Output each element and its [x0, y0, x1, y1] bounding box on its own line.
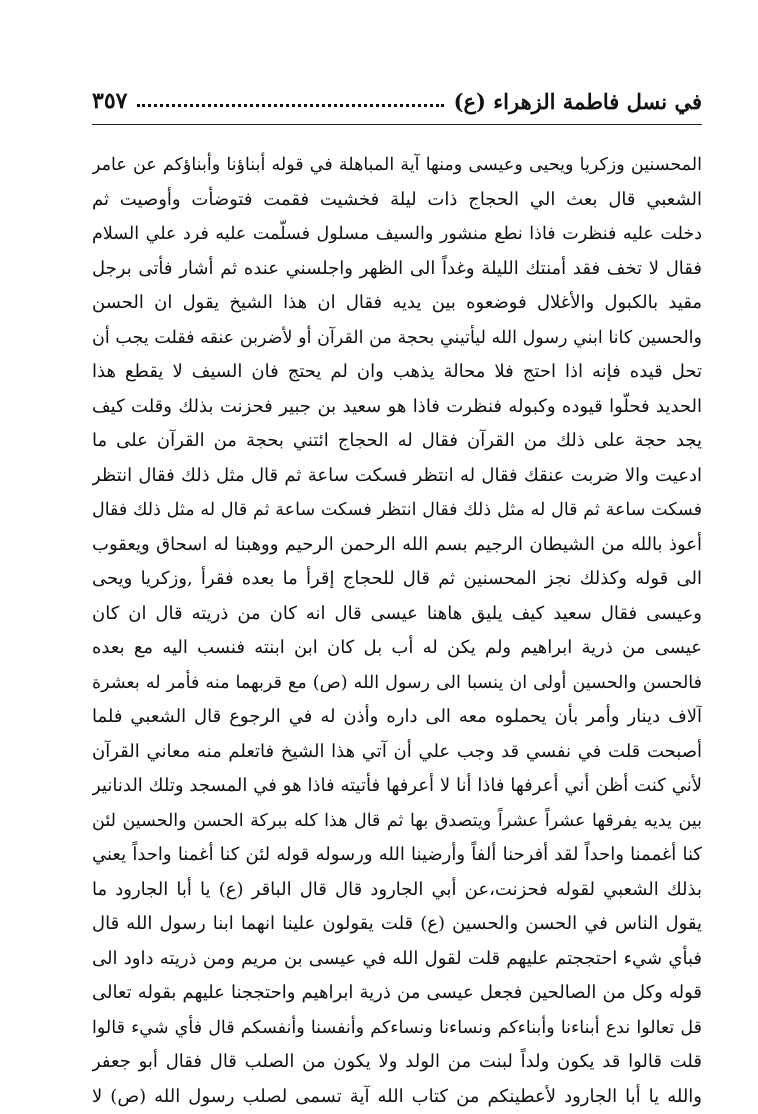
text-line: ادعيت والا ضربت عنقك فقال له انتظر فسكت ساعة ثم قال مثل ذلك فقال انتظر: [92, 459, 702, 494]
text-line: أصبحت قلت في نفسي قد وجب علي أن آتي هذا الشيخ فاتعلم منه معاني القرآن: [92, 735, 702, 770]
text-line: يقول الناس في الحسن والحسين (ع) قلت يقولون علينا انهما ابنا رسول الله قال: [92, 907, 702, 942]
text-line: قل تعالوا ندع أبناءنا وأبناءكم ونساءنا ونساءكم وأنفسنا وأنفسكم قال فأي شيء قالوا: [92, 1011, 702, 1046]
text-line: الشعبي قال بعث الي الحجاج ذات ليلة فخشيت فقمت فتوضأت وأوصيت ثم: [92, 183, 702, 218]
body-text: [92, 148, 702, 1114]
running-header-title: في نسل فاطمة الزهراء (ع): [454, 89, 702, 114]
text-line: دخلت عليه فنظرت فاذا نطع منشور والسيف مسلول فسلّمت عليه فرد علي السلام: [92, 217, 702, 252]
text-line: لأني كنت أظن أني أعرفها فاذا أنا لا أعرفها فأتيته فاذا هو في المسجد وتلك الدنانير: [92, 769, 702, 804]
text-line: تحل قيده فإنه اذا احتج فلا محالة يذهب وان لم يحتج فان السيف لا يقطع هذا: [92, 355, 702, 390]
page-number: ٣٥٧: [92, 88, 127, 114]
text-line: مقيد بالكبول والأغلال فوضعوه بين يديه فقال ان هذا الشيخ يقول ان الحسن: [92, 286, 702, 321]
text-line: آلاف دينار وأمر بأن يحملوه معه الى داره وأذن له في الرجوع قال الشعبي فلما: [92, 700, 702, 735]
header-divider: [92, 124, 702, 125]
text-line: كنا أغممنا واحداً لقد أفرحنا ألفاً وأرضينا الله ورسوله قوله لئن كنا أغمنا واحداً يعني: [92, 838, 702, 873]
text-line: قلت قالوا قد يكون ولداً لبنت من الولد ولا يكون من الصلب قال فقال أبو جعفر: [92, 1045, 702, 1080]
text-line: بذلك الشعبي لقوله فحزنت،عن أبي الجارود قال قال الباقر (ع) يا أبا الجارود ما: [92, 873, 702, 908]
text-line: عيسى من ذرية ابراهيم ولم يكن له أب بل كان ابن ابنته فنسب اليه مع بعده: [92, 631, 702, 666]
running-header: [92, 84, 702, 118]
text-line: بين يديه يفرقها عشراً عشراً ويتصدق بها ثم قال هذا كله ببركة الحسن والحسين لئن: [92, 804, 702, 839]
text-line: فبأي شيء احتججتم عليهم قلت لقول الله في عيسى بن مريم ومن ذريته داود الى: [92, 942, 702, 977]
text-line: والله يا أبا الجارود لأعطينكم من كتاب الله آية تسمى لصلب رسول الله (ص) لا: [92, 1080, 702, 1114]
text-line: يجد حجة على ذلك من القرآن فقال له الحجاج ائتني بحجة من القرآن على ما: [92, 424, 702, 459]
text-line: الحديد فحلّوا قيوده وكبوله فنظرت فاذا هو سعيد بن جبير فحزنت بذلك وقلت كيف: [92, 390, 702, 425]
text-line: قوله وكل من الصالحين فجعل عيسى من ذرية ابراهيم واحتججنا عليهم بقوله تعالى: [92, 976, 702, 1011]
text-line: المحسنين وزكريا ويحيى وعيسى ومنها آية المباهلة في قوله أبناؤنا وأبناؤكم عن عامر: [92, 148, 702, 183]
text-line: وعيسى فقال سعيد كيف يليق هاهنا عيسى قال انه كان من ذريته قال ان كان: [92, 597, 702, 632]
text-line: الى قوله وكذلك نجز المحسنين ثم قال للحجاج إقرأ ما بعده فقرأ ,وزكريا ويحى: [92, 562, 702, 597]
text-line: فقال لا تخف فقد أمنتك الليلة وغداً الى الظهر واجلسني عنده ثم أشار فأتى برجل: [92, 252, 702, 287]
text-line: فالحسن والحسين أولى ان ينسبا الى رسول الله (ص) مع قربهما منه فأمر له بعشرة: [92, 666, 702, 701]
text-line: فسكت ساعة ثم قال له مثل ذلك فقال انتظر فسكت ساعة ثم قال له مثل ذلك فقال: [92, 493, 702, 528]
text-line: والحسين كانا ابني رسول الله ليأتيني بحجة من القرآن أو لأضربن عنقه فقلت يجب أن: [92, 321, 702, 356]
text-line: أعوذ بالله من الشيطان الرجيم بسم الله الرحمن الرحيم ووهبنا له اسحاق ويعقوب: [92, 528, 702, 563]
dotted-leader: [137, 104, 443, 107]
